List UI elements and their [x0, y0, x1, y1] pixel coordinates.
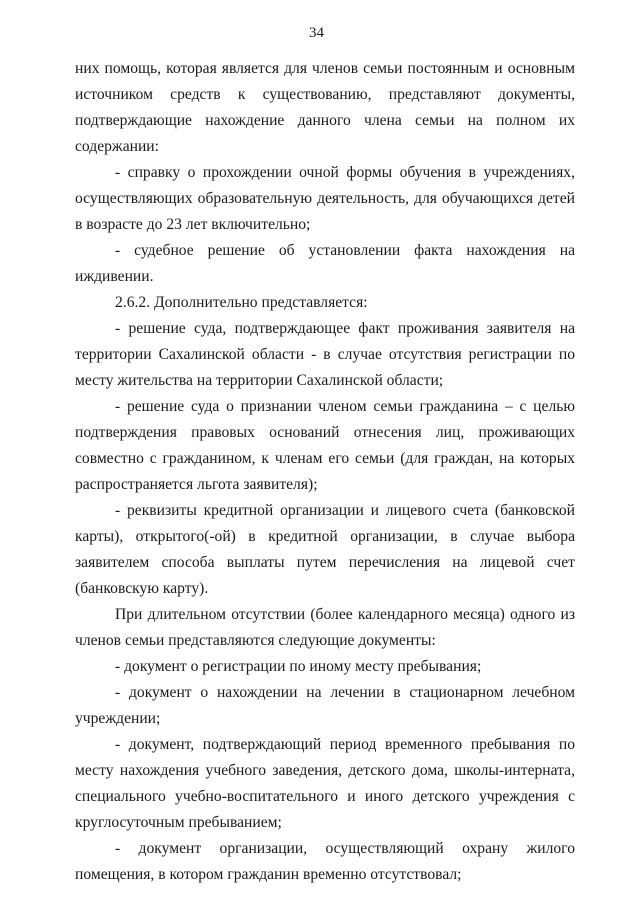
paragraph: - решение суда, подтверждающее факт проживания заявителя на территории Сахалинской области - в случае отсутствия регистрации по месту жительства на территории Сахалинской области; [75, 320, 575, 389]
paragraph: них помощь, которая является для членов семьи постоянным и основным источником средств к существованию, представляют документы, подтверждающие нахождение данного члена семьи на полном их содержании: [75, 60, 575, 155]
paragraph: - решение суда о признании членом семьи гражданина – с целью подтверждения правовых оснований отнесения лиц, проживающих совместно с гражданином, к членам его семьи (для граждан, на которых распространяется льгота заявителя); [75, 398, 575, 493]
document-body [75, 56, 575, 888]
paragraph: - документ о нахождении на лечении в стационарном лечебном учреждении; [75, 684, 575, 727]
paragraph: При длительном отсутствии (более календарного месяца) одного из членов семьи представляются следующие документы: [75, 606, 575, 649]
paragraph: - судебное решение об установлении факта нахождения на иждивении. [75, 242, 575, 285]
paragraph: - документ, подтверждающий период временного пребывания по месту нахождения учебного заведения, детского дома, школы-интерната, специального учебно-воспитательного и иного детского учреждения с круглосуточным пребыванием; [75, 736, 575, 831]
paragraph: - документ о регистрации по иному месту пребывания; [115, 658, 482, 675]
paragraph: 2.6.2. Дополнительно представляется: [115, 294, 368, 311]
paragraph: - справку о прохождении очной формы обучения в учреждениях, осуществляющих образовательную деятельность, для обучающихся детей в возрасте до 23 лет включительно; [75, 164, 575, 233]
paragraph: - документ организации, осуществляющий охрану жилого помещения, в котором гражданин временно отсутствовал; [75, 840, 575, 883]
page-number: 34 [309, 25, 324, 41]
paragraph: - реквизиты кредитной организации и лицевого счета (банковской карты), открытого(-ой) в кредитной организации, в случае выбора заявителем способа выплаты путем перечисления на лицевой счет (банковскую карту). [75, 502, 575, 597]
